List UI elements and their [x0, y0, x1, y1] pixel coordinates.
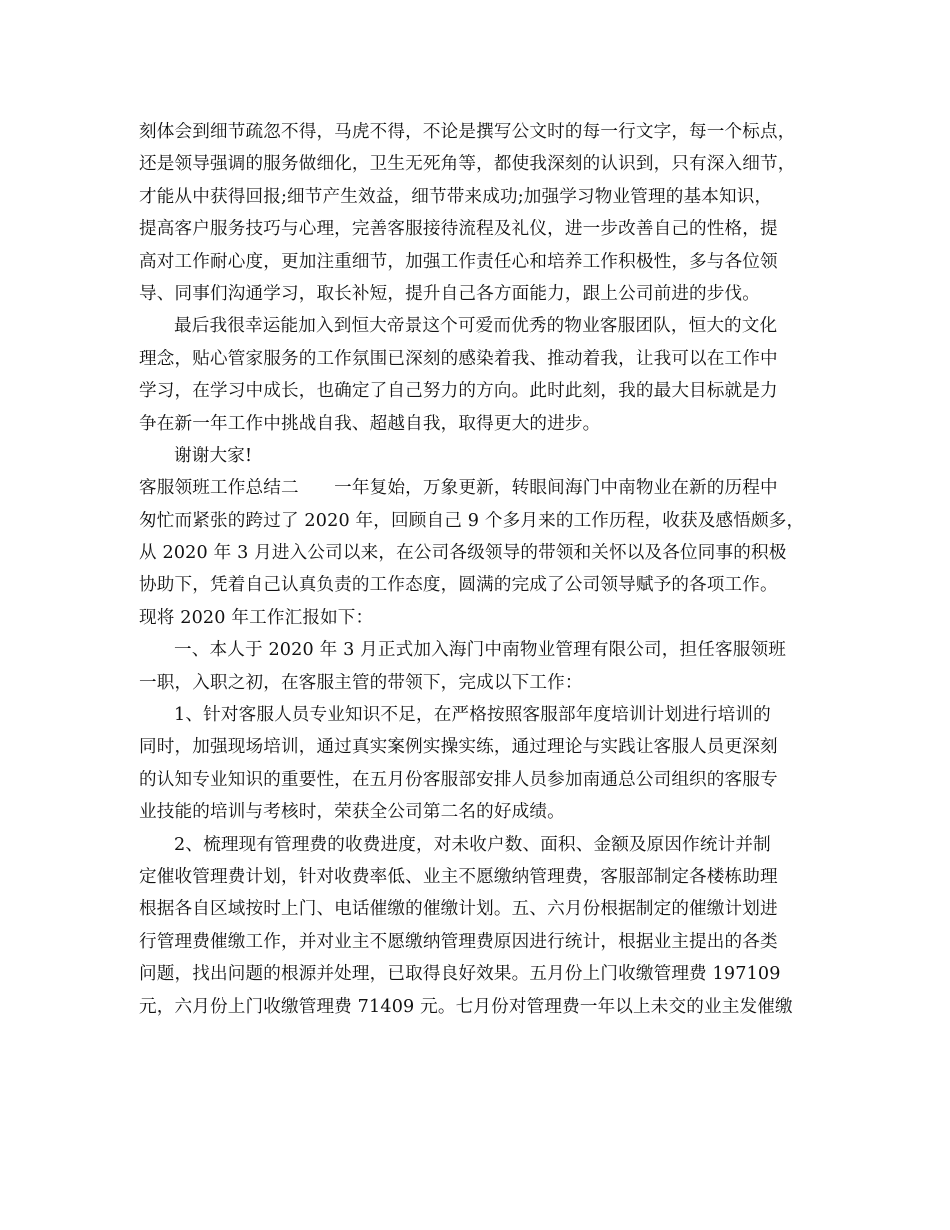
- text-line: 的认知专业知识的重要性，在五月份客服部安排人员参加南通总公司组织的客服专: [139, 769, 778, 790]
- text-line: 问题，找出问题的根源并处理，已取得良好效果。五月份上门收缴管理费 197109: [139, 964, 781, 985]
- text-line: 理念，贴心管家服务的工作氛围已深刻的感染着我、推动着我，让我可以在工作中: [139, 348, 778, 369]
- thanks-line: 谢谢大家!: [174, 445, 253, 466]
- text-line: 从 2020 年 3 月进入公司以来，在公司各级领导的带领和关怀以及各位同事的积极: [139, 543, 787, 564]
- text-line: 同时，加强现场培训，通过真实案例实操实练，通过理论与实践让客服人员更深刻: [139, 737, 778, 758]
- paragraph-start-line: 一、本人于 2020 年 3 月正式加入海门中南物业管理有限公司，担任客服领班: [174, 640, 787, 661]
- text-line: 还是领导强调的服务做细化，卫生无死角等，都使我深刻的认识到，只有深入细节，: [139, 154, 796, 175]
- text-line: 提高客户服务技巧与心理，完善客服接待流程及礼仪，进一步改善自己的性格，提: [139, 219, 778, 240]
- paragraph-start-line: 2、梳理现有管理费的收费进度，对未收户数、面积、金额及原因作统计并制: [174, 834, 771, 855]
- text-line: 高对工作耐心度，更加注重细节，加强工作责任心和培养工作积极性，多与各位领: [139, 251, 778, 272]
- text-line: 元，六月份上门收缴管理费 71409 元。七月份对管理费一年以上未交的业主发催缴: [139, 996, 793, 1017]
- document-body: [139, 116, 819, 1023]
- text-line: 根据各自区域按时上门、电话催缴的催缴计划。五、六月份根据制定的催缴计划进: [139, 899, 778, 920]
- text-line: 行管理费催缴工作，并对业主不愿缴纳管理费原因进行统计，根据业主提出的各类: [139, 931, 778, 952]
- text-line: 导、同事们沟通学习，取长补短，提升自己各方面能力，跟上公司前进的步伐。: [139, 283, 761, 304]
- text-line: 才能从中获得回报;细节产生效益，细节带来成功;加强学习物业管理的基本知识，: [139, 186, 773, 207]
- text-line: 学习，在学习中成长，也确定了自己努力的方向。此时此刻，我的最大目标就是力: [139, 381, 778, 402]
- text-line: 匆忙而紧张的跨过了 2020 年，回顾自己 9 个多月来的工作历程，收获及感悟颇多，: [139, 510, 805, 531]
- paragraph-start-line: 最后我很幸运能加入到恒大帝景这个可爱而优秀的物业客服团队，恒大的文化: [174, 316, 778, 337]
- paragraph-start-line: 1、针对客服人员专业知识不足，在严格按照客服部年度培训计划进行培训的: [174, 705, 771, 726]
- text-line: 争在新一年工作中挑战自我、超越自我，取得更大的进步。: [139, 413, 601, 434]
- text-line: 业技能的培训与考核时，荣获全公司第二名的好成绩。: [139, 802, 565, 823]
- text-line: 一职，入职之初，在客服主管的带领下，完成以下工作：: [139, 672, 583, 693]
- text-line: 协助下，凭着自己认真负责的工作态度，圆满的完成了公司领导赋予的各项工作。: [139, 575, 778, 596]
- section-heading-line: 客服领班工作总结二 一年复始，万象更新，转眼间海门中南物业在新的历程中: [139, 478, 778, 499]
- text-line: 现将 2020 年工作汇报如下：: [139, 607, 374, 628]
- text-line: 定催收管理费计划，针对收费率低、业主不愿缴纳管理费，客服部制定各楼栋助理: [139, 866, 778, 887]
- text-line: 刻体会到细节疏忽不得，马虎不得，不论是撰写公文时的每一行文字，每一个标点，: [139, 122, 796, 142]
